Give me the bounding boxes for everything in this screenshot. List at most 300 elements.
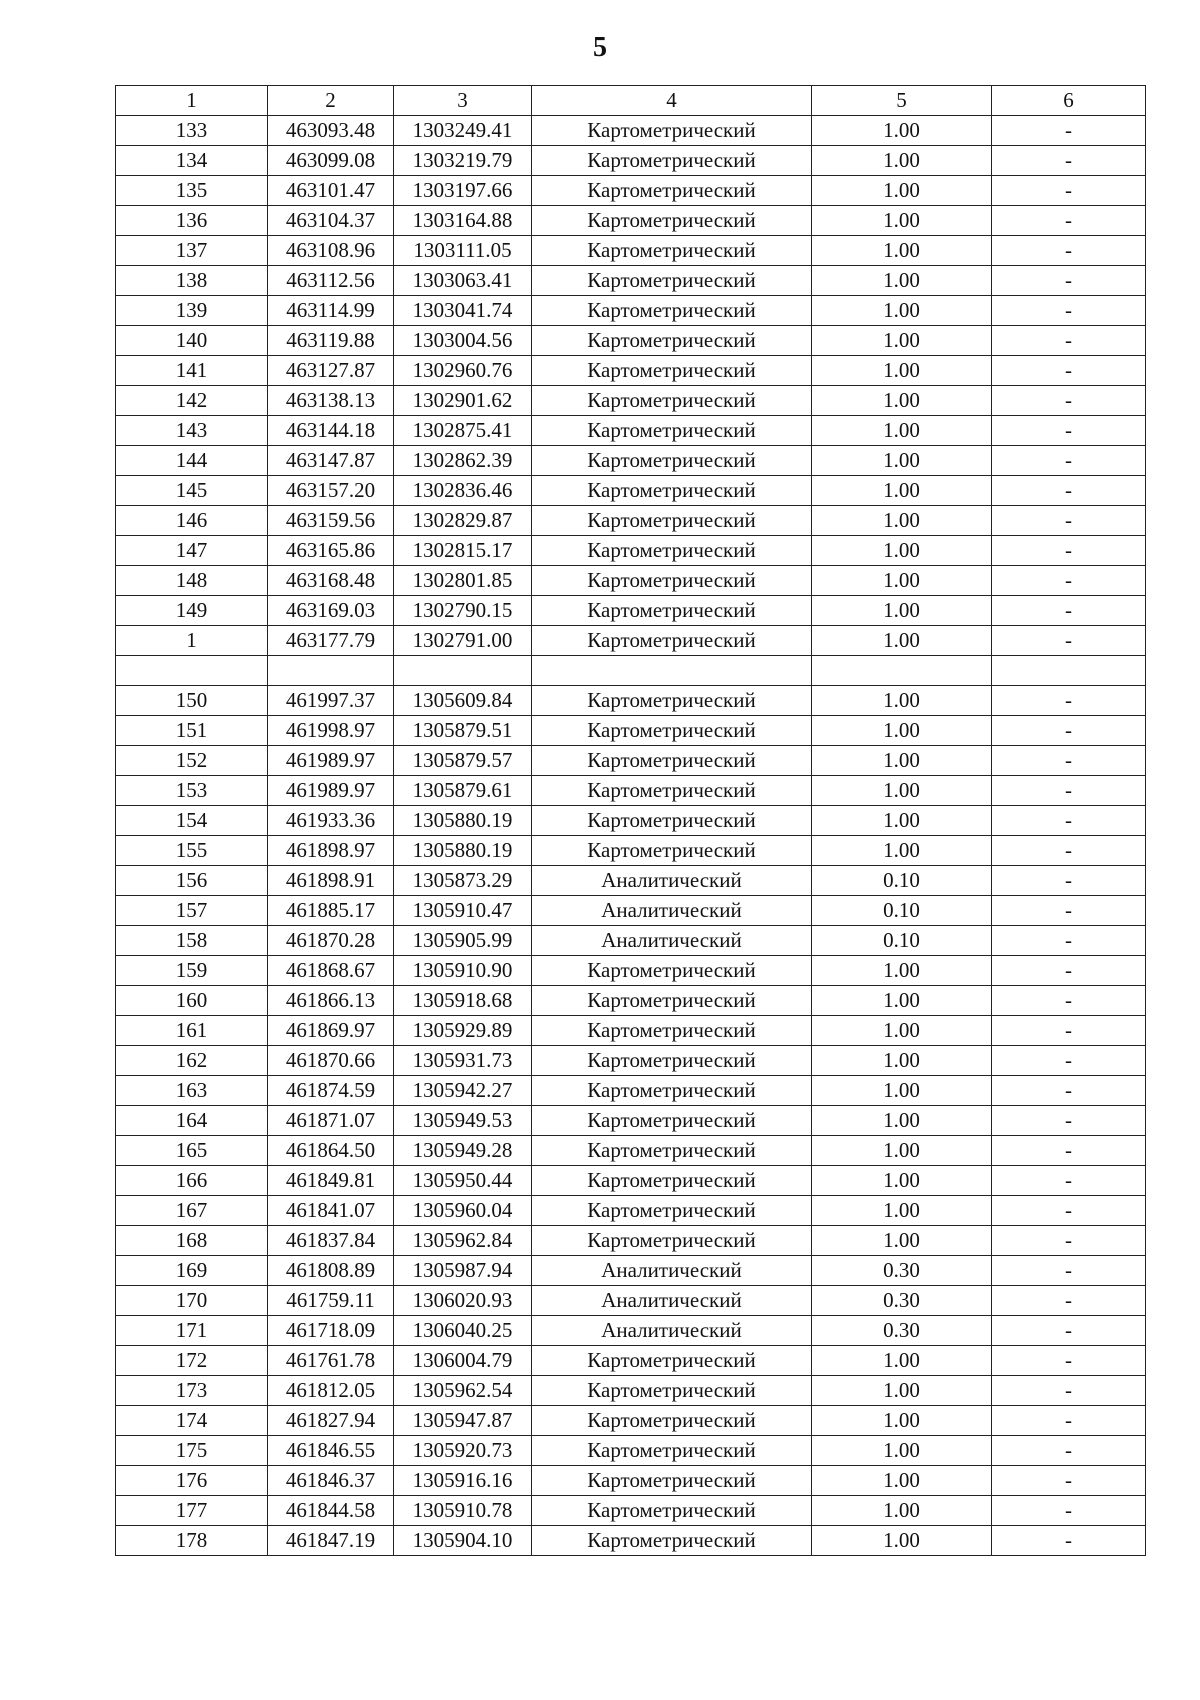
x-coordinate-cell: 461827.94	[268, 1405, 394, 1435]
accuracy-cell: 1.00	[812, 1045, 992, 1075]
method-cell: Картометрический	[532, 476, 812, 506]
method-cell: Картометрический	[532, 1405, 812, 1435]
table-row	[116, 506, 1146, 536]
table-row	[116, 1225, 1146, 1255]
x-coordinate-cell: 463093.48	[268, 116, 394, 146]
note-cell: -	[992, 805, 1146, 835]
accuracy-cell: 1.00	[812, 1375, 992, 1405]
y-coordinate-cell: 1305916.16	[394, 1465, 532, 1495]
y-coordinate-cell: 1302862.39	[394, 446, 532, 476]
note-cell: -	[992, 1255, 1146, 1285]
x-coordinate-cell: 463138.13	[268, 386, 394, 416]
table-header	[116, 86, 1146, 116]
method-cell: Картометрический	[532, 236, 812, 266]
x-coordinate-cell: 461808.89	[268, 1255, 394, 1285]
note-cell: -	[992, 296, 1146, 326]
method-cell: Картометрический	[532, 985, 812, 1015]
accuracy-cell: 1.00	[812, 536, 992, 566]
y-coordinate-cell: 1305947.87	[394, 1405, 532, 1435]
column-header: 2	[268, 86, 394, 116]
method-cell: Картометрический	[532, 775, 812, 805]
point-number-cell: 165	[116, 1135, 268, 1165]
accuracy-cell: 1.00	[812, 266, 992, 296]
accuracy-cell: 1.00	[812, 985, 992, 1015]
table-row	[116, 745, 1146, 775]
note-cell: -	[992, 266, 1146, 296]
table-row	[116, 146, 1146, 176]
table-row	[116, 626, 1146, 656]
accuracy-cell: 1.00	[812, 1225, 992, 1255]
y-coordinate-cell	[394, 656, 532, 686]
method-cell: Картометрический	[532, 1105, 812, 1135]
point-number-cell: 168	[116, 1225, 268, 1255]
point-number-cell: 156	[116, 865, 268, 895]
x-coordinate-cell: 463168.48	[268, 566, 394, 596]
note-cell: -	[992, 1315, 1146, 1345]
accuracy-cell: 1.00	[812, 1435, 992, 1465]
y-coordinate-cell: 1303219.79	[394, 146, 532, 176]
note-cell: -	[992, 775, 1146, 805]
point-number-cell: 166	[116, 1165, 268, 1195]
method-cell: Аналитический	[532, 865, 812, 895]
note-cell: -	[992, 386, 1146, 416]
table-row	[116, 1465, 1146, 1495]
y-coordinate-cell: 1305609.84	[394, 685, 532, 715]
y-coordinate-cell: 1305987.94	[394, 1255, 532, 1285]
table-row	[116, 116, 1146, 146]
method-cell: Картометрический	[532, 176, 812, 206]
table-row	[116, 1375, 1146, 1405]
table-row	[116, 1495, 1146, 1525]
x-coordinate-cell: 461869.97	[268, 1015, 394, 1045]
accuracy-cell: 1.00	[812, 685, 992, 715]
note-cell: -	[992, 1375, 1146, 1405]
y-coordinate-cell: 1305929.89	[394, 1015, 532, 1045]
table-row	[116, 596, 1146, 626]
x-coordinate-cell: 461874.59	[268, 1075, 394, 1105]
note-cell: -	[992, 236, 1146, 266]
accuracy-cell: 1.00	[812, 1345, 992, 1375]
y-coordinate-cell: 1302801.85	[394, 566, 532, 596]
accuracy-cell: 1.00	[812, 146, 992, 176]
method-cell: Картометрический	[532, 685, 812, 715]
note-cell: -	[992, 745, 1146, 775]
note-cell: -	[992, 1015, 1146, 1045]
note-cell: -	[992, 476, 1146, 506]
accuracy-cell: 1.00	[812, 775, 992, 805]
table-row	[116, 1255, 1146, 1285]
accuracy-cell: 1.00	[812, 356, 992, 386]
accuracy-cell: 0.30	[812, 1255, 992, 1285]
point-number-cell: 1	[116, 626, 268, 656]
y-coordinate-cell: 1305962.54	[394, 1375, 532, 1405]
y-coordinate-cell: 1303041.74	[394, 296, 532, 326]
method-cell: Картометрический	[532, 715, 812, 745]
table-row	[116, 925, 1146, 955]
y-coordinate-cell: 1303004.56	[394, 326, 532, 356]
accuracy-cell: 1.00	[812, 206, 992, 236]
table-row	[116, 1015, 1146, 1045]
note-cell: -	[992, 1075, 1146, 1105]
table-row	[116, 1075, 1146, 1105]
x-coordinate-cell: 461837.84	[268, 1225, 394, 1255]
accuracy-cell: 1.00	[812, 805, 992, 835]
accuracy-cell: 1.00	[812, 626, 992, 656]
table-row	[116, 1345, 1146, 1375]
method-cell: Картометрический	[532, 506, 812, 536]
note-cell: -	[992, 626, 1146, 656]
note-cell: -	[992, 596, 1146, 626]
table-row	[116, 656, 1146, 686]
table-row	[116, 386, 1146, 416]
x-coordinate-cell: 463101.47	[268, 176, 394, 206]
table-row	[116, 865, 1146, 895]
accuracy-cell: 1.00	[812, 236, 992, 266]
point-number-cell: 149	[116, 596, 268, 626]
table-row	[116, 1135, 1146, 1165]
table-row	[116, 476, 1146, 506]
point-number-cell: 174	[116, 1405, 268, 1435]
method-cell: Картометрический	[532, 416, 812, 446]
point-number-cell: 161	[116, 1015, 268, 1045]
x-coordinate-cell: 463114.99	[268, 296, 394, 326]
x-coordinate-cell: 463108.96	[268, 236, 394, 266]
method-cell: Картометрический	[532, 326, 812, 356]
note-cell: -	[992, 1435, 1146, 1465]
accuracy-cell: 1.00	[812, 1135, 992, 1165]
note-cell: -	[992, 1285, 1146, 1315]
y-coordinate-cell: 1305949.28	[394, 1135, 532, 1165]
accuracy-cell: 1.00	[812, 745, 992, 775]
y-coordinate-cell: 1302791.00	[394, 626, 532, 656]
y-coordinate-cell: 1302901.62	[394, 386, 532, 416]
table-row	[116, 566, 1146, 596]
note-cell: -	[992, 1165, 1146, 1195]
accuracy-cell: 1.00	[812, 1075, 992, 1105]
y-coordinate-cell: 1303063.41	[394, 266, 532, 296]
x-coordinate-cell: 461847.19	[268, 1525, 394, 1555]
x-coordinate-cell: 463119.88	[268, 326, 394, 356]
column-header: 5	[812, 86, 992, 116]
y-coordinate-cell: 1305879.61	[394, 775, 532, 805]
x-coordinate-cell: 461989.97	[268, 775, 394, 805]
table-row	[116, 536, 1146, 566]
x-coordinate-cell: 461866.13	[268, 985, 394, 1015]
x-coordinate-cell: 461933.36	[268, 805, 394, 835]
y-coordinate-cell: 1305949.53	[394, 1105, 532, 1135]
point-number-cell: 150	[116, 685, 268, 715]
accuracy-cell: 1.00	[812, 296, 992, 326]
y-coordinate-cell: 1303164.88	[394, 206, 532, 236]
x-coordinate-cell: 461841.07	[268, 1195, 394, 1225]
x-coordinate-cell: 461989.97	[268, 745, 394, 775]
accuracy-cell: 1.00	[812, 1165, 992, 1195]
method-cell: Картометрический	[532, 1495, 812, 1525]
x-coordinate-cell: 461870.66	[268, 1045, 394, 1075]
y-coordinate-cell: 1306020.93	[394, 1285, 532, 1315]
x-coordinate-cell: 461718.09	[268, 1315, 394, 1345]
x-coordinate-cell: 461870.28	[268, 925, 394, 955]
note-cell: -	[992, 1045, 1146, 1075]
x-coordinate-cell: 461998.97	[268, 715, 394, 745]
note-cell: -	[992, 1225, 1146, 1255]
note-cell: -	[992, 566, 1146, 596]
y-coordinate-cell: 1305873.29	[394, 865, 532, 895]
point-number-cell: 139	[116, 296, 268, 326]
point-number-cell: 169	[116, 1255, 268, 1285]
y-coordinate-cell: 1305905.99	[394, 925, 532, 955]
point-number-cell: 152	[116, 745, 268, 775]
point-number-cell: 164	[116, 1105, 268, 1135]
method-cell: Картометрический	[532, 206, 812, 236]
point-number-cell: 167	[116, 1195, 268, 1225]
x-coordinate-cell: 461846.55	[268, 1435, 394, 1465]
y-coordinate-cell: 1305942.27	[394, 1075, 532, 1105]
accuracy-cell: 0.30	[812, 1315, 992, 1345]
point-number-cell: 141	[116, 356, 268, 386]
accuracy-cell: 1.00	[812, 446, 992, 476]
table-row	[116, 446, 1146, 476]
table-row	[116, 176, 1146, 206]
table-row	[116, 206, 1146, 236]
column-header: 6	[992, 86, 1146, 116]
note-cell: -	[992, 176, 1146, 206]
y-coordinate-cell: 1305960.04	[394, 1195, 532, 1225]
y-coordinate-cell: 1305910.78	[394, 1495, 532, 1525]
point-number-cell: 134	[116, 146, 268, 176]
y-coordinate-cell: 1306004.79	[394, 1345, 532, 1375]
point-number-cell: 144	[116, 446, 268, 476]
table-row	[116, 1105, 1146, 1135]
point-number-cell: 154	[116, 805, 268, 835]
accuracy-cell: 1.00	[812, 1195, 992, 1225]
note-cell: -	[992, 955, 1146, 985]
method-cell: Картометрический	[532, 1045, 812, 1075]
x-coordinate-cell: 461997.37	[268, 685, 394, 715]
method-cell: Картометрический	[532, 1525, 812, 1555]
table-row	[116, 1405, 1146, 1435]
method-cell: Картометрический	[532, 955, 812, 985]
note-cell: -	[992, 1195, 1146, 1225]
method-cell: Картометрический	[532, 805, 812, 835]
x-coordinate-cell: 461898.91	[268, 865, 394, 895]
point-number-cell: 142	[116, 386, 268, 416]
accuracy-cell: 0.10	[812, 895, 992, 925]
table-row	[116, 356, 1146, 386]
method-cell: Картометрический	[532, 146, 812, 176]
note-cell: -	[992, 865, 1146, 895]
method-cell: Картометрический	[532, 116, 812, 146]
point-number-cell: 158	[116, 925, 268, 955]
note-cell: -	[992, 925, 1146, 955]
table-row	[116, 805, 1146, 835]
x-coordinate-cell: 463159.56	[268, 506, 394, 536]
method-cell: Картометрический	[532, 835, 812, 865]
y-coordinate-cell: 1302815.17	[394, 536, 532, 566]
point-number-cell: 135	[116, 176, 268, 206]
accuracy-cell: 1.00	[812, 1105, 992, 1135]
note-cell: -	[992, 326, 1146, 356]
method-cell: Картометрический	[532, 266, 812, 296]
point-number-cell: 146	[116, 506, 268, 536]
x-coordinate-cell: 461871.07	[268, 1105, 394, 1135]
table-row	[116, 895, 1146, 925]
x-coordinate-cell	[268, 656, 394, 686]
x-coordinate-cell: 463144.18	[268, 416, 394, 446]
table-row	[116, 1435, 1146, 1465]
table-row	[116, 236, 1146, 266]
note-cell: -	[992, 685, 1146, 715]
method-cell: Картометрический	[532, 1075, 812, 1105]
x-coordinate-cell: 463104.37	[268, 206, 394, 236]
method-cell: Картометрический	[532, 446, 812, 476]
point-number-cell: 137	[116, 236, 268, 266]
point-number-cell: 160	[116, 985, 268, 1015]
note-cell: -	[992, 1105, 1146, 1135]
point-number-cell: 143	[116, 416, 268, 446]
point-number-cell: 133	[116, 116, 268, 146]
x-coordinate-cell: 463112.56	[268, 266, 394, 296]
note-cell: -	[992, 356, 1146, 386]
accuracy-cell: 1.00	[812, 715, 992, 745]
point-number-cell: 159	[116, 955, 268, 985]
accuracy-cell: 1.00	[812, 326, 992, 356]
y-coordinate-cell: 1302836.46	[394, 476, 532, 506]
note-cell: -	[992, 835, 1146, 865]
point-number-cell: 171	[116, 1315, 268, 1345]
point-number-cell: 148	[116, 566, 268, 596]
y-coordinate-cell: 1305880.19	[394, 805, 532, 835]
point-number-cell: 151	[116, 715, 268, 745]
method-cell: Картометрический	[532, 356, 812, 386]
accuracy-cell: 1.00	[812, 1015, 992, 1045]
y-coordinate-cell: 1303249.41	[394, 116, 532, 146]
table-row	[116, 266, 1146, 296]
accuracy-cell: 1.00	[812, 176, 992, 206]
point-number-cell: 178	[116, 1525, 268, 1555]
accuracy-cell: 1.00	[812, 1525, 992, 1555]
table-row	[116, 1195, 1146, 1225]
x-coordinate-cell: 461868.67	[268, 955, 394, 985]
point-number-cell: 138	[116, 266, 268, 296]
accuracy-cell: 1.00	[812, 1495, 992, 1525]
method-cell: Картометрический	[532, 1345, 812, 1375]
point-number-cell: 155	[116, 835, 268, 865]
method-cell	[532, 656, 812, 686]
accuracy-cell: 1.00	[812, 835, 992, 865]
method-cell: Аналитический	[532, 925, 812, 955]
table-row	[116, 296, 1146, 326]
y-coordinate-cell: 1305920.73	[394, 1435, 532, 1465]
x-coordinate-cell: 461849.81	[268, 1165, 394, 1195]
point-number-cell: 175	[116, 1435, 268, 1465]
method-cell: Картометрический	[532, 745, 812, 775]
note-cell: -	[992, 206, 1146, 236]
note-cell: -	[992, 895, 1146, 925]
accuracy-cell: 0.10	[812, 925, 992, 955]
accuracy-cell: 1.00	[812, 1405, 992, 1435]
y-coordinate-cell: 1302875.41	[394, 416, 532, 446]
y-coordinate-cell: 1305918.68	[394, 985, 532, 1015]
note-cell: -	[992, 446, 1146, 476]
x-coordinate-cell: 461844.58	[268, 1495, 394, 1525]
method-cell: Картометрический	[532, 1465, 812, 1495]
accuracy-cell: 1.00	[812, 416, 992, 446]
point-number-cell: 140	[116, 326, 268, 356]
y-coordinate-cell: 1305950.44	[394, 1165, 532, 1195]
note-cell: -	[992, 116, 1146, 146]
page-number: 5	[593, 32, 607, 63]
coordinates-table	[115, 85, 1146, 1556]
method-cell: Картометрический	[532, 1165, 812, 1195]
method-cell: Аналитический	[532, 895, 812, 925]
note-cell: -	[992, 1345, 1146, 1375]
y-coordinate-cell: 1305962.84	[394, 1225, 532, 1255]
accuracy-cell: 1.00	[812, 506, 992, 536]
table-row	[116, 1525, 1146, 1555]
point-number-cell: 147	[116, 536, 268, 566]
method-cell: Аналитический	[532, 1255, 812, 1285]
point-number-cell: 145	[116, 476, 268, 506]
y-coordinate-cell: 1303197.66	[394, 176, 532, 206]
method-cell: Картометрический	[532, 1195, 812, 1225]
method-cell: Картометрический	[532, 1435, 812, 1465]
point-number-cell: 170	[116, 1285, 268, 1315]
point-number-cell: 162	[116, 1045, 268, 1075]
table-row	[116, 416, 1146, 446]
method-cell: Картометрический	[532, 626, 812, 656]
x-coordinate-cell: 461846.37	[268, 1465, 394, 1495]
table-row	[116, 955, 1146, 985]
point-number-cell	[116, 656, 268, 686]
header-row	[116, 86, 1146, 116]
accuracy-cell: 0.30	[812, 1285, 992, 1315]
y-coordinate-cell: 1302829.87	[394, 506, 532, 536]
table-row	[116, 326, 1146, 356]
point-number-cell: 163	[116, 1075, 268, 1105]
method-cell: Картометрический	[532, 1225, 812, 1255]
table-body	[116, 116, 1146, 1556]
y-coordinate-cell: 1305904.10	[394, 1525, 532, 1555]
y-coordinate-cell: 1306040.25	[394, 1315, 532, 1345]
y-coordinate-cell: 1302960.76	[394, 356, 532, 386]
method-cell: Картометрический	[532, 1135, 812, 1165]
note-cell: -	[992, 1525, 1146, 1555]
table-row	[116, 1285, 1146, 1315]
note-cell	[992, 656, 1146, 686]
y-coordinate-cell: 1305879.57	[394, 745, 532, 775]
x-coordinate-cell: 463157.20	[268, 476, 394, 506]
point-number-cell: 173	[116, 1375, 268, 1405]
column-header: 3	[394, 86, 532, 116]
column-header: 1	[116, 86, 268, 116]
x-coordinate-cell: 463147.87	[268, 446, 394, 476]
column-header: 4	[532, 86, 812, 116]
point-number-cell: 153	[116, 775, 268, 805]
note-cell: -	[992, 416, 1146, 446]
note-cell: -	[992, 146, 1146, 176]
note-cell: -	[992, 1465, 1146, 1495]
y-coordinate-cell: 1305879.51	[394, 715, 532, 745]
y-coordinate-cell: 1302790.15	[394, 596, 532, 626]
accuracy-cell	[812, 656, 992, 686]
x-coordinate-cell: 461864.50	[268, 1135, 394, 1165]
method-cell: Картометрический	[532, 296, 812, 326]
method-cell: Картометрический	[532, 596, 812, 626]
accuracy-cell: 1.00	[812, 596, 992, 626]
y-coordinate-cell: 1305910.47	[394, 895, 532, 925]
y-coordinate-cell: 1303111.05	[394, 236, 532, 266]
